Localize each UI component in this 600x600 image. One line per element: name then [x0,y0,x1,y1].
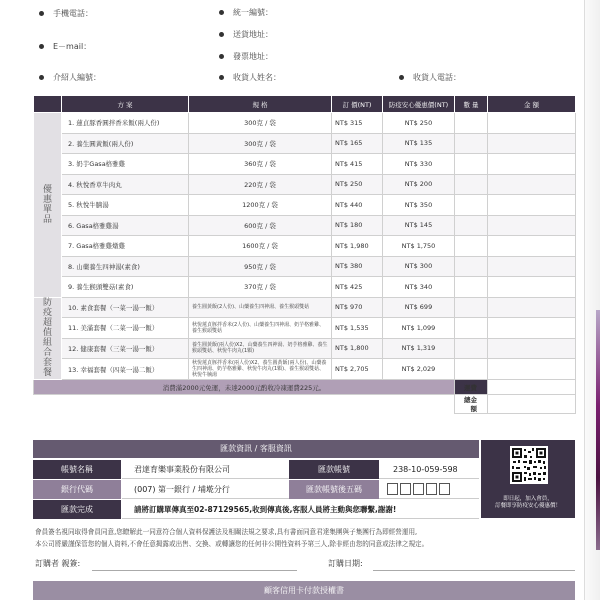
set-price: NT$ 1,800 [332,338,383,359]
table-row [34,236,576,257]
item-spec: 300克 / 袋 [189,133,332,154]
item-no: 1. [68,119,75,128]
set-name-text: 健康套餐（三菜一湯一飯） [80,344,159,353]
group-label-set [34,297,62,380]
bullet-icon [219,75,224,80]
qty-input[interactable] [455,256,488,277]
mobile-label: 手機電話： [53,9,93,18]
header-amount: 金 額 [488,96,576,113]
page-edge-strip [596,310,600,550]
recipient-phone-label: 收貨人電話： [413,73,461,82]
item-no: 7. [68,242,75,251]
set-name [62,338,189,359]
qty-input[interactable] [455,174,488,195]
item-promo: NT$ 300 [383,256,455,277]
last-five-input[interactable] [379,480,479,499]
digit-box[interactable] [426,483,437,495]
item-no: 2. [68,139,75,148]
table-row [34,133,576,154]
item-no: 6. [68,221,75,230]
digit-box[interactable] [387,483,398,495]
item-promo: NT$ 1,750 [383,236,455,257]
item-promo: NT$ 340 [383,277,455,298]
item-name [62,113,189,134]
item-spec: 300克 / 袋 [189,113,332,134]
item-spec: 220克 / 袋 [189,174,332,195]
order-date-line[interactable] [373,570,575,571]
header-spec: 規 格 [189,96,332,113]
shipping-note: 消費滿2000元免運，未達2000元酌收冷凍運費225元。 [34,380,455,395]
table-row [34,174,576,195]
amount-cell[interactable] [488,256,576,277]
item-name [62,236,189,257]
item-name-text: 養生猴頭雙菇(素食) [76,283,134,292]
bank-code-label: 銀行代碼 [33,480,122,499]
item-no: 8. [68,262,75,271]
set-promo: NT$ 699 [383,297,455,318]
item-spec: 950克 / 袋 [189,256,332,277]
set-name [62,318,189,339]
remittance-info-section [33,440,575,518]
amount-cell[interactable] [488,133,576,154]
account-name-value: 君達育樂事業股份有限公司 [122,460,289,479]
item-name [62,154,189,175]
total-spacer [34,395,455,414]
customer-info-section [34,0,576,94]
qr-caption-line2: 訂餐即享防疫安心優惠價！ [494,503,561,509]
table-row [34,338,576,359]
qr-code-icon[interactable] [510,446,548,484]
bullet-icon [39,75,44,80]
item-price: NT$ 315 [332,113,383,134]
set-price: NT$ 1,535 [332,318,383,339]
set-name-text: 素食套餐（一菜一湯一飯） [80,303,159,312]
qty-input[interactable] [455,338,488,359]
item-price: NT$ 180 [332,215,383,236]
item-name [62,256,189,277]
remit-complete-label: 匯款完成 [33,500,122,519]
qty-input[interactable] [455,297,488,318]
account-number-value: 238-10-059-598 [379,460,479,479]
bullet-icon [399,75,404,80]
order-table [33,95,576,414]
amount-cell[interactable] [488,195,576,216]
amount-cell[interactable] [488,318,576,339]
item-name-text: 奶芋Gasa格雅雞 [76,160,126,169]
group-label-set-text: 防疫超值組合套餐 [42,298,52,379]
digit-box[interactable] [413,483,424,495]
set-promo: NT$ 1,099 [383,318,455,339]
group-label-single [34,113,62,298]
item-spec: 360克 / 袋 [189,154,332,175]
set-price: NT$ 2,705 [332,359,383,380]
set-promo: NT$ 2,029 [383,359,455,380]
qr-caption-line1: 即日起，加入會員， [503,496,553,502]
item-no: 4. [68,180,75,189]
account-row-3 [33,500,479,519]
qty-input[interactable] [455,277,488,298]
signature-row [35,556,575,572]
referrer-label: 介紹人編號： [53,73,101,82]
set-spec: 秋悅蓮貞豚拌香米(2人份)、山藥養生四神湯、奶芋格雅雞、養生猴頭雙菇 [189,318,332,339]
header-price: 訂 價(NT) [332,96,383,113]
recipient-name-label: 收貨人姓名： [233,73,281,82]
qty-input[interactable] [455,215,488,236]
total-row [34,395,576,414]
invoice-address-field[interactable] [219,51,273,62]
qr-panel [481,440,575,518]
qty-input[interactable] [455,195,488,216]
bank-code-value: (007) 第一銀行 / 埔墘分行 [122,480,289,499]
qty-input[interactable] [455,133,488,154]
last-five-label: 匯款帳號後五碼 [289,480,379,499]
item-name [62,195,189,216]
item-name [62,133,189,154]
recipient-name-field[interactable] [219,72,281,83]
referrer-field[interactable] [39,72,101,83]
total-label: 總金額 [455,395,488,414]
set-no: 10. [68,303,79,312]
header-plan: 方 案 [62,96,189,113]
item-name [62,215,189,236]
item-name [62,174,189,195]
digit-box[interactable] [439,483,450,495]
qr-caption [481,496,575,510]
table-row [34,359,576,380]
item-promo: NT$ 135 [383,133,455,154]
table-row [34,318,576,339]
tax-id-label: 統一編號： [233,8,273,17]
amount-cell[interactable] [488,277,576,298]
item-name-text: 秋悅香草牛肉丸 [76,180,122,189]
item-price: NT$ 250 [332,174,383,195]
item-spec: 370克 / 袋 [189,277,332,298]
table-row [34,215,576,236]
item-price: NT$ 440 [332,195,383,216]
amount-cell[interactable] [488,338,576,359]
shipping-row [34,380,576,395]
set-name [62,297,189,318]
shipping-label: 運費 [455,380,488,395]
mobile-field[interactable] [39,8,93,19]
invoice-address-label: 發票地址： [233,52,273,61]
privacy-notice [35,526,580,550]
item-price: NT$ 165 [332,133,383,154]
email-label: E－mail： [53,42,92,51]
header-promo: 防疫安心優惠價(NT) [383,96,455,113]
table-row [34,277,576,298]
item-name-text: 蓮貞豚香圓拌香米飯(兩人份) [76,119,160,128]
item-promo: NT$ 330 [383,154,455,175]
item-promo: NT$ 250 [383,113,455,134]
qty-input[interactable] [455,359,488,380]
set-spec: 養生圓黃飯(2人份)、山藥養生四神湯、養生猴頭雙菇 [189,297,332,318]
item-promo: NT$ 145 [383,215,455,236]
item-name-text: Gasa格雅雞燉雞 [76,242,126,251]
delivery-address-label: 送貨地址： [233,30,273,39]
table-row [34,297,576,318]
item-name [62,277,189,298]
qty-input[interactable] [455,318,488,339]
account-row-2 [33,480,479,499]
set-spec: 秋悅蓮貞豚拌香米(兩人份)X2、養生圓黃飯(兩人份)、山藥養生四神湯、奶芋格雅雞、秋悅牛肉丸(1顆)、養生猴頭雙菇、秋悅牛腩湯 [189,359,332,380]
item-price: NT$ 425 [332,277,383,298]
shipping-amount[interactable] [488,380,576,395]
order-date-label: 訂購日期: [328,559,363,568]
item-no: 3. [68,160,75,169]
delivery-address-field[interactable] [219,29,273,40]
item-spec: 1200克 / 袋 [189,195,332,216]
remit-complete-value: 請將訂購單傳真至02-87129565,收到傳真後,客服人員將主動與您聯繫,謝謝! [122,500,479,519]
amount-cell[interactable] [488,154,576,175]
qty-input[interactable] [455,113,488,134]
item-price: NT$ 415 [332,154,383,175]
set-name-text: 美滿套餐（二菜一湯一飯） [80,324,159,333]
table-row [34,195,576,216]
bullet-icon [219,10,224,15]
qty-input[interactable] [455,236,488,257]
total-amount[interactable] [488,395,576,414]
account-number-label: 匯款帳號 [289,460,379,479]
signer-line[interactable] [92,570,297,571]
amount-cell[interactable] [488,297,576,318]
item-name-text: Gasa格雅雞湯 [76,221,119,230]
header-side [34,96,62,113]
credit-card-auth-title: 顧客信用卡付款授權書 [33,581,575,600]
amount-cell[interactable] [488,359,576,380]
qty-input[interactable] [455,154,488,175]
set-no: 12. [68,344,79,353]
remittance-title: 匯款資訊 / 客服資訊 [33,440,479,458]
recipient-phone-field[interactable] [399,72,461,83]
set-spec: 養生圓黃飯(兩人份)X2、山藥養生四神湯、奶芋格雅雞、養生猴頭雙菇、秋悅牛肉丸(1顆) [189,338,332,359]
order-table-section [33,95,575,414]
signer-label: 訂購者 親簽: [35,559,81,568]
bullet-icon [219,54,224,59]
tax-id-field[interactable] [219,7,273,18]
bullet-icon [219,32,224,37]
set-no: 11. [68,324,79,333]
item-promo: NT$ 200 [383,174,455,195]
bullet-icon [39,11,44,16]
amount-cell[interactable] [488,174,576,195]
table-header [34,96,576,113]
set-no: 13. [68,365,79,374]
amount-cell[interactable] [488,113,576,134]
bullet-icon [39,44,44,49]
item-spec: 600克 / 袋 [189,215,332,236]
privacy-notice-line2: 本公司將嚴謹保管您的個人資料,不會任意揭露或出售、交換、或轉讓您的任何非公開性資料予第三人,除非經由您的同意或法律之規定。 [35,540,429,548]
table-row [34,113,576,134]
item-no: 9. [68,283,75,292]
account-name-label: 帳號名稱 [33,460,122,479]
amount-cell[interactable] [488,236,576,257]
item-name-text: 養生圓黃飯(兩人份) [76,139,134,148]
item-no: 5. [68,201,75,210]
set-name [62,359,189,380]
table-row [34,154,576,175]
header-qty: 數 量 [455,96,488,113]
set-name-text: 幸福套餐（四菜一湯二飯） [80,365,159,374]
item-price: NT$ 1,980 [332,236,383,257]
set-promo: NT$ 1,319 [383,338,455,359]
amount-cell[interactable] [488,215,576,236]
item-name-text: 山藥養生四神湯(素食) [76,262,140,271]
email-field[interactable] [39,41,91,52]
item-spec: 1600克 / 袋 [189,236,332,257]
set-price: NT$ 970 [332,297,383,318]
item-name-text: 秋悅牛腩湯 [76,201,109,210]
group-label-single-text: 優惠單品 [42,184,52,225]
digit-box[interactable] [400,483,411,495]
table-row [34,256,576,277]
item-price: NT$ 380 [332,256,383,277]
privacy-notice-line1: 會員簽名視同取得會員同意,您瞭解此一同意符合個人資料保護法及相關法規之要求,具有書面同意君達集團與子集團行為即經營運用, [35,528,418,536]
item-promo: NT$ 350 [383,195,455,216]
account-row-1 [33,460,479,479]
